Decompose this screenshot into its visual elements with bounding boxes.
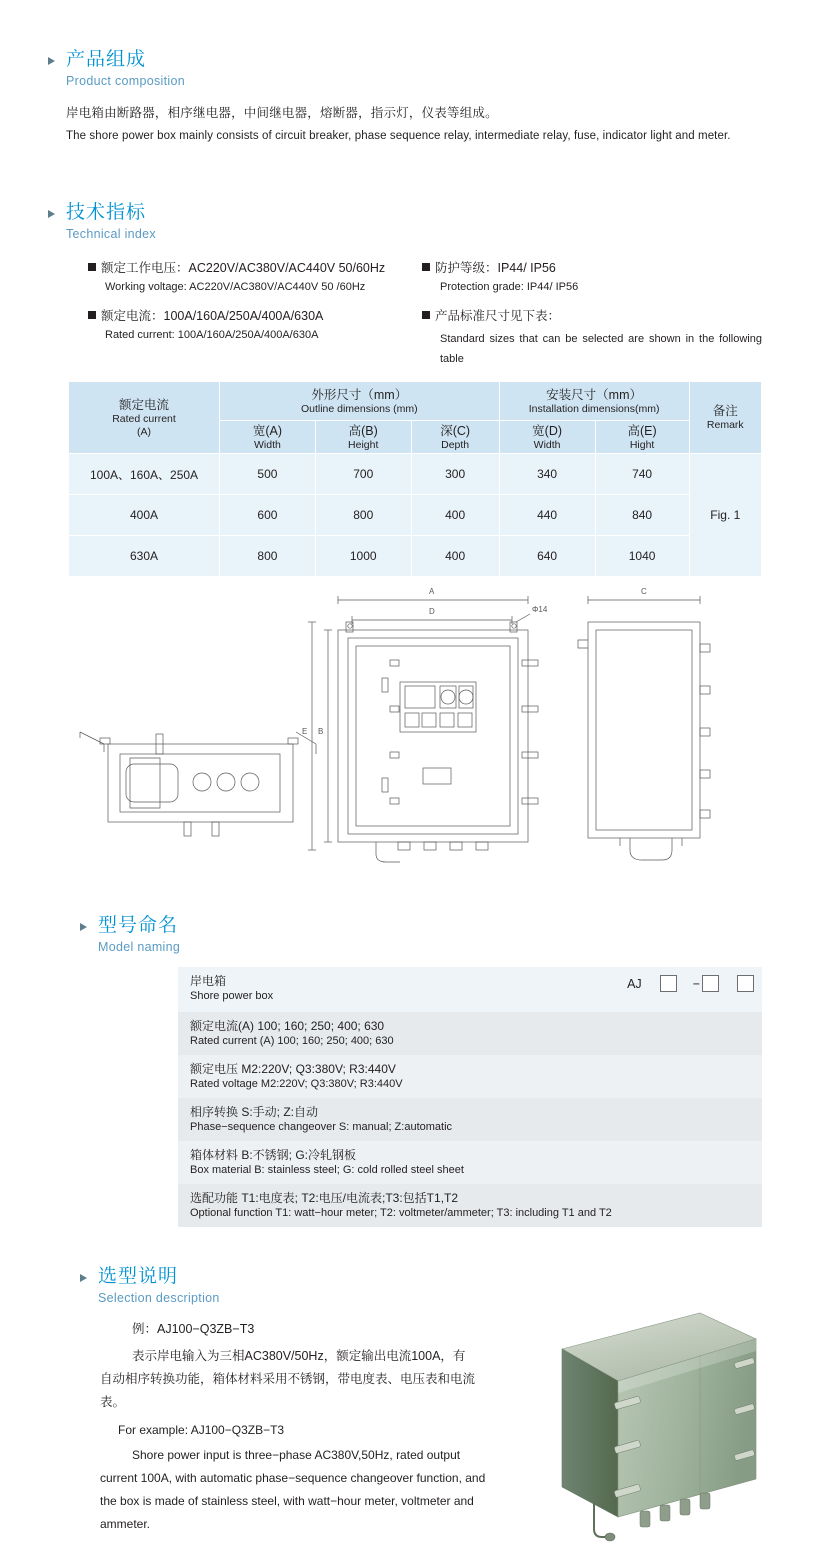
header-sub-height-e xyxy=(595,421,689,454)
selection-example-cn: 例：AJ100−Q3ZB−T3 xyxy=(132,1322,255,1336)
header-sub-height-b xyxy=(315,421,411,454)
header-sub-width-d-cn: 宽(D) xyxy=(532,424,563,438)
cell-current-1: 400A xyxy=(69,495,220,536)
code-box-2[interactable] xyxy=(702,975,719,992)
section-title-en: Selection description xyxy=(98,1291,220,1305)
drawing-label-c: C xyxy=(641,587,647,596)
table-row xyxy=(69,495,762,536)
tech-item-protection-en: Protection grade: IP44/ IP56 xyxy=(440,281,579,293)
triangle-bullet-icon xyxy=(48,210,55,218)
section-heading-product-composition xyxy=(48,48,185,90)
section-heading-model-naming xyxy=(80,914,180,956)
drawing-top-view xyxy=(80,732,316,836)
model-row-3-en: Phase−sequence changeover S: manual; Z:automatic xyxy=(190,1121,453,1133)
model-row-4-cn: 箱体材料 B:不锈钢; G:冷轧钢板 xyxy=(190,1148,357,1162)
tech-item-current-cn: 额定电流：100A/160A/250A/400A/630A xyxy=(101,309,324,323)
square-bullet-icon xyxy=(88,311,96,319)
model-row-rated-current xyxy=(178,1012,762,1055)
selection-example-en: For example: AJ100−Q3ZB−T3 xyxy=(118,1423,285,1437)
header-rated-current-unit: (A) xyxy=(137,425,152,438)
cell-a-0: 500 xyxy=(220,454,316,495)
header-rated-current xyxy=(69,382,220,454)
header-remark-cn: 备注 xyxy=(712,404,738,418)
triangle-bullet-icon xyxy=(80,1274,87,1282)
tech-item-protection-cn: 防护等级：IP44/ IP56 xyxy=(435,261,556,275)
header-remark-en: Remark xyxy=(706,419,744,431)
header-outline-dimensions xyxy=(220,382,500,421)
header-sub-width-d xyxy=(499,421,595,454)
product-photo xyxy=(548,1297,768,1547)
model-row-0-cn: 岸电箱 xyxy=(190,974,227,988)
model-row-2-cn: 额定电压 M2:220V; Q3:380V; R3:440V xyxy=(190,1062,396,1076)
model-row-4-en: Box material B: stainless steel; G: cold rolled steel sheet xyxy=(190,1164,464,1176)
triangle-bullet-icon xyxy=(80,923,87,931)
cell-current-2: 630A xyxy=(69,536,220,577)
product-composition-body-cn: 岸电箱由断路器，相序继电器，中间继电器，熔断器，指示灯，仪表等组成。 xyxy=(66,106,498,120)
section-title-en: Model naming xyxy=(98,940,181,954)
table-row xyxy=(69,536,762,577)
model-row-3-cn: 相序转换 S:手动; Z:自动 xyxy=(190,1105,319,1119)
drawing-label-d: D xyxy=(429,607,435,616)
section-title-cn: 技术指标 xyxy=(66,202,147,223)
model-naming-block xyxy=(178,967,762,1227)
code-dash: − xyxy=(692,976,700,991)
drawing-label-hole: Φ14 xyxy=(532,605,548,614)
cell-current-0: 100A、160A、250A xyxy=(69,454,220,495)
table-row xyxy=(69,454,762,495)
header-sub-width-a xyxy=(220,421,316,454)
cell-a-1: 600 xyxy=(220,495,316,536)
tech-item-sizes-en: Standard sizes that can be selected are shown in the following table xyxy=(440,333,762,365)
cell-a-2: 800 xyxy=(220,536,316,577)
selection-body-en-line-3: ammeter. xyxy=(100,1517,151,1531)
cell-b-2: 1000 xyxy=(315,536,411,577)
selection-body-en-line-0: Shore power input is three−phase AC380V,50Hz, rated output xyxy=(132,1448,461,1462)
drawing-label-e: E xyxy=(302,727,308,736)
model-row-shore-power-box xyxy=(178,967,762,1012)
cell-b-0: 700 xyxy=(315,454,411,495)
model-row-0-en: Shore power box xyxy=(190,990,274,1002)
code-box-3[interactable] xyxy=(737,975,754,992)
tech-item-sizes-cn: 产品标准尺寸见下表： xyxy=(435,309,561,323)
tech-item-voltage-cn: 额定工作电压：AC220V/AC380V/AC440V 50/60Hz xyxy=(101,261,386,275)
model-row-1-cn: 额定电流(A) 100; 160; 250; 400; 630 xyxy=(190,1019,385,1033)
cell-d-2: 640 xyxy=(499,536,595,577)
cell-c-1: 400 xyxy=(411,495,499,536)
header-sub-width-a-cn: 宽(A) xyxy=(252,424,282,438)
header-sub-depth-c-en: Depth xyxy=(441,439,470,451)
header-sub-width-d-en: Width xyxy=(533,439,561,451)
header-outline-cn: 外形尺寸（mm） xyxy=(311,387,408,402)
section-heading-technical-index xyxy=(48,201,156,243)
header-outline-en: Outline dimensions (mm) xyxy=(300,402,418,415)
tech-item-voltage-en: Working voltage: AC220V/AC380V/AC440V 50 /60Hz xyxy=(105,281,366,293)
cell-b-1: 800 xyxy=(315,495,411,536)
header-install-cn: 安装尺寸（mm） xyxy=(546,387,642,402)
tech-item-protection xyxy=(422,258,556,276)
section-title-cn: 型号命名 xyxy=(98,915,179,936)
header-sub-height-e-cn: 高(E) xyxy=(627,424,657,438)
header-rated-current-cn: 额定电流 xyxy=(119,397,170,412)
selection-body-cn-line-2: 表。 xyxy=(100,1395,126,1409)
model-row-2-en: Rated voltage M2:220V; Q3:380V; R3:440V xyxy=(190,1078,403,1090)
selection-body-cn-line-0: 表示岸电输入为三相AC380V/50Hz，额定输出电流100A，有 xyxy=(132,1349,466,1363)
code-box-1[interactable] xyxy=(660,975,677,992)
cell-d-1: 440 xyxy=(499,495,595,536)
model-row-box-material xyxy=(178,1141,762,1184)
drawing-front-view xyxy=(308,596,538,862)
header-sub-depth-c-cn: 深(C) xyxy=(440,424,471,438)
drawing-svg xyxy=(60,582,770,872)
cell-e-0: 740 xyxy=(595,454,689,495)
section-title-en: Product composition xyxy=(66,74,185,88)
square-bullet-icon xyxy=(88,263,96,271)
drawing-label-a: A xyxy=(429,587,435,596)
cell-c-2: 400 xyxy=(411,536,499,577)
section-title-en: Technical index xyxy=(66,227,156,241)
triangle-bullet-icon xyxy=(48,57,55,65)
cell-e-1: 840 xyxy=(595,495,689,536)
model-code-prefix: AJ xyxy=(627,976,642,991)
model-row-rated-voltage xyxy=(178,1055,762,1098)
model-row-optional-function xyxy=(178,1184,762,1227)
model-code-area xyxy=(627,975,754,992)
selection-body-en-line-2: the box is made of stainless steel, with watt−hour meter, voltmeter and xyxy=(100,1494,474,1508)
drawing-side-view xyxy=(578,596,710,860)
header-install-en: Installation dimensions(mm) xyxy=(528,402,660,415)
specification-table xyxy=(68,381,762,577)
drawing-label-b: B xyxy=(318,727,324,736)
selection-body-en-line-1: current 100A, with automatic phase−sequence changeover function, and xyxy=(100,1471,486,1485)
header-sub-height-b-en: Height xyxy=(348,439,379,451)
section-heading-selection-description xyxy=(80,1265,220,1307)
product-composition-body-en: The shore power box mainly consists of circuit breaker, phase sequence relay, intermediate relay, fuse, indicator light and meter. xyxy=(66,130,731,142)
header-sub-height-e-en: Hight xyxy=(629,439,655,451)
header-sub-width-a-en: Width xyxy=(254,439,281,451)
cell-e-2: 1040 xyxy=(595,536,689,577)
model-row-5-en: Optional function T1: watt−hour meter; T2: voltmeter/ammeter; T3: including T1 and T2 xyxy=(190,1207,612,1219)
table-header-row-1 xyxy=(69,382,762,421)
technical-drawing xyxy=(60,582,770,872)
square-bullet-icon xyxy=(422,311,430,319)
model-row-5-cn: 选配功能 T1:电度表; T2:电压/电流表;T3:包括T1,T2 xyxy=(190,1191,459,1205)
product-photo-svg xyxy=(548,1297,768,1547)
selection-body-cn-line-1: 自动相序转换功能，箱体材料采用不锈钢，带电度表、电压表和电流 xyxy=(100,1372,476,1386)
cell-c-0: 300 xyxy=(411,454,499,495)
cell-d-0: 340 xyxy=(499,454,595,495)
square-bullet-icon xyxy=(422,263,430,271)
model-row-phase-changeover xyxy=(178,1098,762,1141)
section-title-cn: 选型说明 xyxy=(98,1266,179,1287)
section-title-cn: 产品组成 xyxy=(66,49,147,70)
model-row-1-en: Rated current (A) 100; 160; 250; 400; 630 xyxy=(190,1035,394,1047)
header-installation-dimensions xyxy=(499,382,689,421)
header-remark xyxy=(689,382,761,454)
tech-item-current xyxy=(88,306,323,324)
cell-remark: Fig. 1 xyxy=(689,454,761,577)
tech-item-sizes xyxy=(422,306,560,324)
header-sub-depth-c xyxy=(411,421,499,454)
tech-item-current-en: Rated current: 100A/160A/250A/400A/630A xyxy=(105,329,319,341)
header-rated-current-en: Rated current xyxy=(112,412,176,425)
tech-item-voltage xyxy=(88,258,385,276)
header-sub-height-b-cn: 高(B) xyxy=(348,424,378,438)
